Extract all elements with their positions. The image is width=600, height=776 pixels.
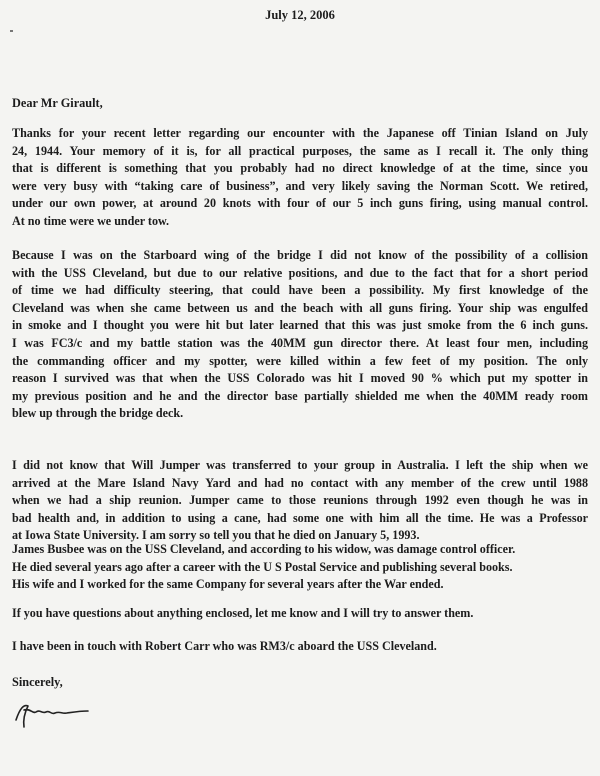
text-line: He died several years ago after a career with the U S Postal Service and publishing several books. [12, 559, 513, 574]
signature [14, 698, 104, 730]
paragraph-4 [12, 541, 588, 594]
paragraph-3 [12, 457, 588, 545]
text-line: were very busy with “taking care of business”, and very likely saving the Norman Scott. We retired, [12, 178, 588, 193]
text-line: I have been in touch with Robert Carr who was RM3/c aboard the USS Cleveland. [12, 639, 437, 653]
text-line: my previous position and he and the director base partially shielded me when the 40MM ready room [12, 388, 588, 403]
paragraph-2 [12, 247, 588, 423]
scan-speck [10, 30, 13, 32]
text-line: that is different is something that you probably had no direct knowledge of at the time, since you [12, 161, 588, 176]
text-line: 24, 1944. Your memory of it is, for all practical purposes, the same as I recall it. The only thing [12, 143, 588, 158]
text-line: Thanks for your recent letter regarding our encounter with the Japanese off Tinian Island on July [12, 126, 588, 140]
text-line: in smoke and I thought you were hit but later learned that this was just smoke from the 6 inch guns. [12, 318, 588, 333]
text-line: I was FC3/c and my battle station was the 40MM gun director there. At least four men, including [12, 335, 588, 350]
closing: Sincerely, [12, 675, 63, 689]
text-line: Because I was on the Starboard wing of the bridge I did not know of the possibility of a collision [12, 248, 588, 262]
paragraph-5 [12, 605, 588, 623]
text-line: when we had a ship reunion. Jumper came to those reunions through 1992 even though he was in [12, 493, 588, 508]
text-line: Cleveland was when she came between us and the beach with all guns firing. Your ship was engulfed [12, 300, 588, 315]
text-line: If you have questions about anything enclosed, let me know and I will try to answer them. [12, 606, 474, 620]
text-line: arrived at the Mare Island Navy Yard and had no contact with any member of the crew until 1988 [12, 475, 588, 490]
text-line: with the USS Cleveland, but due to our relative positions, and due to the fact that for a short period [12, 265, 588, 280]
salutation: Dear Mr Girault, [12, 96, 103, 110]
text-line: under our own power, at around 20 knots with four of our 5 inch guns firing, using manual control. [12, 196, 588, 211]
paragraph-1 [12, 125, 588, 231]
paragraph-6 [12, 638, 588, 656]
text-line: James Busbee was on the USS Cleveland, and according to his widow, was damage control officer. [12, 542, 516, 556]
letter-date: July 12, 2006 [265, 8, 335, 22]
text-line: of time we had difficulty steering, that could have been a possibility. My first knowledge of the [12, 283, 588, 298]
text-line: reason I survived was that when the USS Colorado was hit I moved 90 % which put my spotter in [12, 371, 588, 386]
text-line: His wife and I worked for the same Company for several years after the War ended. [12, 577, 444, 592]
text-line: the commanding officer and my spotter, were killed within a few feet of my position. The only [12, 353, 588, 368]
text-line: at Iowa State University. I am sorry so tell you that he died on January 5, 1993. [12, 528, 420, 543]
text-line: bad health and, in addition to using a cane, had some one with him all the time. He was a Professor [12, 510, 588, 525]
text-line: blew up through the bridge deck. [12, 406, 184, 421]
text-line: At no time were we under tow. [12, 213, 170, 228]
text-line: I did not know that Will Jumper was transferred to your group in Australia. I left the ship when we [12, 458, 588, 472]
